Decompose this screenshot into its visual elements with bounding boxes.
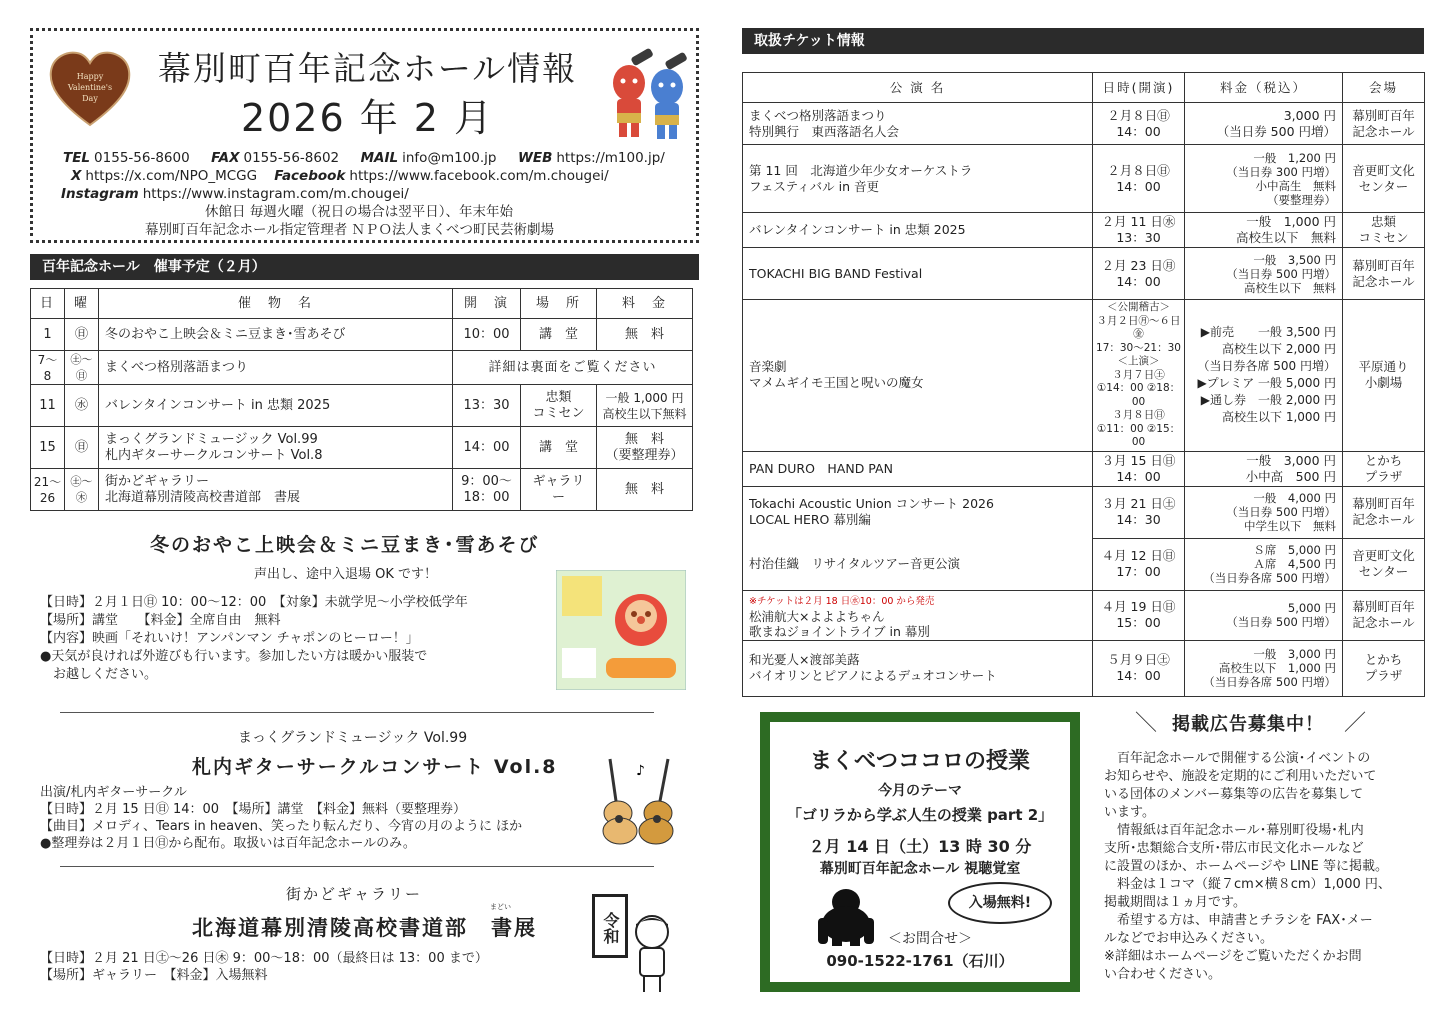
ad-contact-label: ＜お問合せ＞ (888, 931, 972, 947)
ad-place: 幕別町百年記念ホール 視聴覚室 (819, 861, 1021, 877)
row-dow: ㊐ (65, 319, 99, 351)
event2-line: 【日時】２月 15 日㊐ 14：00 【場所】講堂 【料金】無料（要整理券） (40, 802, 467, 817)
ticket-name: Tokachi Acoustic Union コンサート 2026 LOCAL HERO 幕別編 (743, 486, 1093, 538)
web-link[interactable]: https://m100.jp/ (556, 150, 665, 166)
recruit-line: 支所･忠類総合支所･帯広市民文化ホールなど (1104, 841, 1364, 856)
contact-line-3 (61, 185, 409, 203)
ticket-price: 一般 1,200 円 （当日券 300 円増） 小中高生 無料 （要整理券） (1185, 145, 1343, 213)
ticket-date: ２月 11 日㊌ 13：30 (1093, 213, 1185, 248)
ticket-venue: 幕別町百年 記念ホール (1343, 486, 1425, 538)
col-name: 催 物 名 (99, 289, 453, 319)
event1-line: ●天気が良ければ外遊びも行います。参加したい方は暖かい服装で (40, 649, 428, 664)
ticket-name: TOKACHI BIG BAND Festival (743, 248, 1093, 300)
ticket-venue: とかち プラザ (1343, 640, 1425, 696)
table-row (743, 103, 1425, 145)
ticket-sale-note: ※チケットは２月 18 日㊌10：00 から発売 (749, 595, 935, 607)
ad-date: ２月 14 日（土）13 時 30 分 (808, 837, 1032, 856)
row-name: バレンタインコンサート in 忠類 2025 (99, 385, 453, 427)
heart-text-2: Valentine's (67, 83, 113, 92)
col-show: 公 演 名 (743, 73, 1093, 103)
heart-text-3: Day (82, 94, 98, 103)
ad-theme-label: 今月のテーマ (878, 783, 962, 799)
table-row (743, 248, 1425, 300)
ticket-name: まくべつ格別落語まつり 特別興行 東西落語名人会 (743, 103, 1093, 145)
slash-left-icon: ＼ (1135, 711, 1158, 736)
ticket-price: 一般 4,000 円 （当日券 500 円増） 中学生以下 無料 (1185, 486, 1343, 538)
header-box (30, 28, 699, 243)
table-row (31, 427, 693, 469)
recruit-line: 掲載期間は１ヵ月です。 (1104, 895, 1246, 910)
ticket-venue: 音更町文化 センター (1343, 145, 1425, 213)
event3-title: 北海道幕別清陵高校書道部 書展 (192, 916, 537, 940)
recruit-line: 百年記念ホールで開催する公演･イベントの (1104, 751, 1371, 766)
row-day: 15 (31, 427, 65, 469)
ticket-date: ４月 12 日㊐ 17：00 (1093, 538, 1185, 590)
facebook-label: Facebook (274, 168, 346, 184)
schedule-bar: 百年記念ホール 催事予定（２月） (30, 254, 699, 280)
ticket-date: ４月 19 日㊐ 15：00 (1093, 590, 1185, 640)
row-place: ギャラリー (521, 469, 597, 511)
ticket-name: 音楽劇 マメムギイモ王国と呪いの魔女 (743, 300, 1093, 452)
ticket-venue: 幕別町百年 記念ホール (1343, 590, 1425, 640)
ticket-name: バレンタインコンサート in 忠類 2025 (743, 213, 1093, 248)
row-dow: ㊌ (65, 385, 99, 427)
ad-free-bubble: 入場無料! (948, 882, 1052, 924)
ticket-venue: 忠類 コミセン (1343, 213, 1425, 248)
row-fee: 一般 1,000 円 高校生以下無料 (597, 385, 693, 427)
divider (60, 712, 654, 713)
ticket-name-text: 松浦航大×よよよちゃん 歌まねジョイントライブ in 幕別 (749, 608, 930, 639)
table-row (31, 319, 693, 351)
col-dow: 曜 (65, 289, 99, 319)
price-text: 3,000 円 （当日券 500 円増） (1216, 107, 1336, 139)
ticket-name: 和光憂人×渡部美蕗 バイオリンとピアノによるデュオコンサート (743, 640, 1093, 696)
recruit-line: います。 (1104, 805, 1155, 820)
row-name: 街かどギャラリー 北海道幕別清陵高校書道部 書展 (99, 469, 453, 511)
x-label: X (71, 168, 82, 184)
col-date: 日時(開演) (1093, 73, 1185, 103)
slash-right-icon: ／ (1344, 711, 1367, 736)
tickets-header-row (743, 73, 1425, 103)
recruit-line: い合わせください。 (1104, 967, 1222, 982)
recruit-line: お知らせや、施設を定期的にご利用いただいて (1104, 769, 1377, 784)
ticket-price: ▶前売 一般 3,500 円 高校生以下 2,000 円 （当日券各席 500 円増） ▶プレミア 一般 5,000 円 ▶通し券 一般 2,000 円 高校生以下 1,000 円 (1185, 300, 1343, 452)
ticket-date: ２月８日㊐ 14：00 (1093, 145, 1185, 213)
ticket-price: 一般 1,000 円 高校生以下 無料 (1185, 213, 1343, 248)
row-dow: ㊏～ ㊐ (65, 351, 99, 385)
col-time: 開 演 (453, 289, 521, 319)
row-note: 詳細は裏面をご覧ください (453, 351, 693, 385)
ticket-date: ３月 21 日㊏ 14：30 (1093, 486, 1185, 538)
table-row (743, 640, 1425, 696)
ticket-date: ５月９日㊏ 14：00 (1093, 640, 1185, 696)
row-time: 10：00 (453, 319, 521, 351)
row-place: 講 堂 (521, 319, 597, 351)
recruit-line: ルなどでお申込みください。 (1104, 931, 1274, 946)
table-row (31, 469, 693, 511)
col-day: 日 (31, 289, 65, 319)
ticket-venue: 幕別町百年 記念ホール (1343, 103, 1425, 145)
ticket-price: 一般 3,500 円 （当日券 500 円増） 高校生以下 無料 (1185, 248, 1343, 300)
page-title: 幕別町百年記念ホール情報 (157, 49, 578, 88)
col-fee: 料 金 (597, 289, 693, 319)
ticket-date: ２月 23 日㊊ 14：00 (1093, 248, 1185, 300)
table-row (743, 145, 1425, 213)
row-dow: ㊏～ ㊍ (65, 469, 99, 511)
contact-line-1 (63, 149, 665, 167)
heart-text-1: Happy (76, 72, 104, 81)
schedule-header-row (31, 289, 693, 319)
tel-number[interactable]: 0155-56-8600 (94, 150, 190, 166)
ad-title: まくべつココロの授業 (809, 749, 1030, 774)
row-day: 7～ 8 (31, 351, 65, 385)
row-day: 1 (31, 319, 65, 351)
row-time: 14：00 (453, 427, 521, 469)
col-place: 場 所 (521, 289, 597, 319)
event2-title: 札内ギターサークルコンサート Vol.8 (192, 756, 558, 778)
row-fee: 無 料 （要整理券） (597, 427, 693, 469)
table-row (743, 590, 1425, 640)
row-dow: ㊐ (65, 427, 99, 469)
row-name: まくべつ格別落語まつり (99, 351, 453, 385)
table-row (31, 385, 693, 427)
event1-line: お越しください。 (40, 667, 158, 682)
page-month: 2026 年 2 月 (240, 96, 495, 140)
event3-subtitle: 街かどギャラリー (286, 885, 423, 903)
ticket-date: ２月８日㊐ 14：00 (1093, 103, 1185, 145)
table-row (743, 538, 1425, 590)
fax-label: FAX (211, 150, 240, 166)
ticket-name: PAN DURO HAND PAN (743, 451, 1093, 486)
closed-days: 休館日 毎週火曜（祝日の場合は翌平日）、年末年始 (205, 204, 514, 220)
tickets-bar: 取扱チケット情報 (742, 28, 1424, 54)
ad-contact[interactable]: 090-1522-1761（石川） (826, 952, 1014, 970)
reiwa-sign: 令和 (592, 894, 628, 958)
oni-characters-icon (601, 41, 696, 141)
ticket-venue: 平原通り 小劇場 (1343, 300, 1425, 452)
event1-lead: 声出し、途中入退場 OK です！ (254, 567, 438, 582)
ticket-date: ３月 15 日㊐ 14：00 (1093, 451, 1185, 486)
person-holding-sign-icon (626, 912, 682, 994)
row-day: 11 (31, 385, 65, 427)
table-row (743, 451, 1425, 486)
row-place: 講 堂 (521, 427, 597, 469)
tel-label: TEL (63, 150, 91, 166)
ticket-price: Ｓ席 5,000 円 Ａ席 4,500 円 （当日券各席 500 円増） (1185, 538, 1343, 590)
row-fee: 無 料 (597, 319, 693, 351)
row-name: 冬のおやこ上映会＆ミニ豆まき･雪あそび (99, 319, 453, 351)
ticket-price: 5,000 円 （当日券 500 円増） (1185, 590, 1343, 640)
table-row (743, 300, 1425, 452)
event2-line: ●整理券は２月１日㊐から配布。取扱いは百年記念ホールのみ。 (40, 836, 416, 851)
ticket-price (1185, 103, 1343, 145)
col-price: 料金（税込） (1185, 73, 1343, 103)
row-fee: 無 料 (597, 469, 693, 511)
mail-label: MAIL (360, 150, 399, 166)
recruit-line: 希望する方は、申請書とチラシを FAX･メー (1104, 913, 1373, 928)
table-row (31, 351, 693, 385)
divider (60, 866, 654, 867)
manager-info: 幕別町百年記念ホール指定管理者 ＮＰＯ法人まくべつ町民芸術劇場 (145, 222, 555, 238)
recruit-line: に設置のほか、ホームページや LINE 等に掲載。 (1104, 859, 1389, 874)
ticket-price: 一般 3,000 円 高校生以下 1,000 円 （当日券各席 500 円増） (1185, 640, 1343, 696)
ticket-venue: 幕別町百年 記念ホール (1343, 248, 1425, 300)
kokoro-ad (760, 712, 1080, 992)
ticket-name: 村治佳織 リサイタルツアー音更公演 (743, 538, 1093, 590)
row-place: 忠類 コミセン (521, 385, 597, 427)
recruit-line: 料金は１コマ（縦７cm×横８cm）1,000 円、 (1104, 877, 1391, 892)
recruit-line: いる団体のメンバー募集等の広告を募集して (1104, 787, 1364, 802)
fax-number: 0155-56-8602 (243, 150, 340, 166)
event2-subtitle: まっくグランドミュージック Vol.99 (238, 730, 468, 746)
ad-theme: 「ゴリラから学ぶ人生の授業 part 2」 (786, 806, 1054, 824)
instagram-link[interactable]: https://www.instagram.com/m.chougei/ (142, 186, 409, 202)
table-row (743, 486, 1425, 538)
music-note-icon: ♪ (636, 763, 645, 779)
event1-line: 【場所】講堂 【料金】全席自由 無料 (40, 613, 281, 628)
ticket-price: 一般 3,000 円 小中高 500 円 (1185, 451, 1343, 486)
event3-ruby: まどい (490, 903, 511, 911)
ticket-venue: とかち プラザ (1343, 451, 1425, 486)
col-venue: 会場 (1343, 73, 1425, 103)
instagram-label: Instagram (61, 186, 139, 202)
row-time: 13：30 (453, 385, 521, 427)
mail-link[interactable]: info@m100.jp (402, 150, 497, 166)
ad-inner (770, 722, 1070, 982)
event3-line: 【場所】ギャラリー 【料金】入場無料 (40, 968, 268, 983)
schedule-table (30, 288, 693, 511)
event1-title: 冬のおやこ上映会＆ミニ豆まき･雪あそび (150, 534, 540, 556)
recruit-title: 掲載広告募集中！ (1172, 714, 1324, 735)
recruit-line: ※詳細はホームページをご覧いただくかお問 (1104, 949, 1362, 964)
event2-line: 【曲目】メロディ、Tears in heaven、笑ったり転んだり、今宵の月のように ほか (40, 819, 523, 834)
anpanman-poster-image (556, 570, 686, 690)
facebook-link[interactable]: https://www.facebook.com/m.chougei/ (349, 168, 609, 184)
row-name: まっくグランドミュージック Vol.99 札内ギターサークルコンサート Vol.8 (99, 427, 453, 469)
ticket-name: 第 11 回 北海道少年少女オーケストラ フェスティバル in 音更 (743, 145, 1093, 213)
ticket-date: ＜公開稽古＞ ３月２日㊊～６日㊎ 17：30～21：30 ＜上演＞ ３月７日㊏ ①14：00 ②18：00 ３月８日㊐ ①11：00 ②15：00 (1093, 300, 1185, 452)
event1-line: 【日時】２月１日㊐ 10：00～12：00 【対象】未就学児～小学校低学年 (40, 595, 468, 610)
web-label: WEB (517, 150, 553, 166)
event3-line: 【日時】２月 21 日㊏～26 日㊍ 9：00～18：00（最終日は 13：00 まで） (40, 951, 488, 966)
ticket-name (743, 590, 1093, 640)
row-day: 21～ 26 (31, 469, 65, 511)
table-row (743, 213, 1425, 248)
contact-line-2 (71, 167, 609, 185)
ticket-venue: 音更町文化 センター (1343, 538, 1425, 590)
recruit-line: 情報紙は百年記念ホール･幕別町役場･札内 (1104, 823, 1364, 838)
event1-line: 【内容】映画「それいけ！アンパンマン チャポンのヒーロー！」 (40, 631, 419, 646)
guitars-icon (590, 755, 686, 845)
event2-line: 出演/札内ギターサークル (40, 785, 187, 800)
tickets-table (742, 72, 1425, 697)
row-time: 9：00～ 18：00 (453, 469, 521, 511)
x-link[interactable]: https://x.com/NPO_MCGG (85, 168, 258, 184)
